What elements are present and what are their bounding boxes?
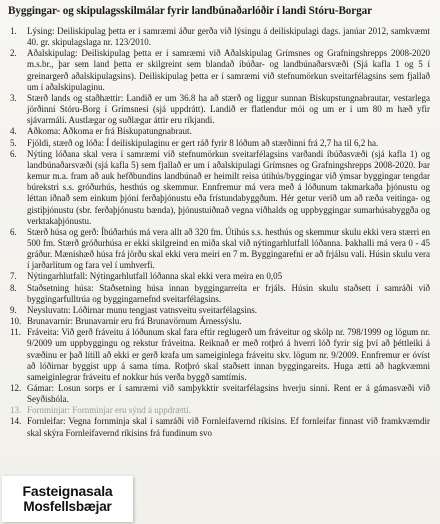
item-number: 6.: [10, 148, 17, 159]
item-text: Aðalskipulag: Deiliskipulag þetta er í samræmi við Aðalskipulag Grímsnes og Grafningshrepps 2008-2020 m.s.br., þar sem land þetta er skilgreint sem blandað íbúðar- og landbúnaðarsvæði (Sjá kafla 1 og 5 í greinargerð aðalskipulagsins). Deiliskipulag þetta er í samræmi við stefnumörkun sveitarfélagsins sem fjallað um í aðalskipulaginu.: [27, 48, 430, 92]
item-text: Stærð húsa og gerð: Íbúðarhús má vera allt að 320 fm. Útihús s.s. hesthús og skemmur skulu ekki vera stærri en 500 fm. Stærð gróðurhúsa er ekki skilgreind en miða skal við nýtingarhlutfall lóðanna. Þakhalli má vera 0 - 45 gráður. Mænishæð húsa frá jörðu skal ekki vera meiri en 7 m. Byggingarefni er að frjálsu vali. Húsin skulu vera í jarðarlitum og fara vel í umhverfi.: [27, 226, 430, 271]
item-number: 1.: [10, 26, 17, 36]
list-item: [10, 383, 430, 405]
logo-line-1: Fasteignasala: [22, 483, 113, 499]
item-text: Nýtingarhlutfall: Nýtingarhlutfall lóðanna skal ekki vera meira en 0,05: [27, 271, 283, 282]
item-text: Nýting lóðana skal vera í samræmi við stefnumörkun sveitarfélagsins varðandi íbúðasvæði (sjá kafla 1) og landbúnaðarsvæði (sjá kafla 5) sem fjallað er um í aðalskipulagi Grímsnes og Grafningshrepps 2008-2020. Þar kemur m.a. fram að auk hefðbundins landbúnað er heimilt reisa útihús/byggingar við ýmsar byggingar tengdar búrekstri s.s. gróðurhús, hesthús og skemmur. Ennfremur má vera með á lóðunum takmarkaða þjónustu og léttan iðnað sem einkum þjóni ferðaþjónustu eða frístundabyggðum. Hér getur verið um að ræða veitinga- og gistiþjónustu (sbr. ferðaþjónustu bænda), þjónustuiðnað vegna viðhalds og uppbyggingar sumarhúsabyggða og verktakaþjónustu.: [27, 148, 430, 226]
list-item: [10, 283, 430, 305]
terms-list: [10, 26, 430, 439]
item-text: Aðkoma: Aðkoma er frá Biskupatungnabraut.: [27, 126, 192, 137]
item-number: 5.: [10, 137, 17, 148]
item-text: Brunavarnir: Brunavarnir eru frá Brunavörnum Árnessýslu.: [27, 316, 242, 327]
item-text: Fornminjar: Fornminjar eru sýnd á uppdrætti.: [27, 405, 191, 416]
item-number: 14.: [10, 416, 22, 427]
agency-logo[interactable]: [2, 476, 133, 522]
list-item: [10, 138, 430, 149]
item-text: Lýsing: Deiliskipulag þetta er í samræmi áður gerða við lýsingu á deiliskipulagi dags. janúar 2012, samkvæmt 40. gr. skipulagslaga nr. 123/2010.: [27, 26, 430, 48]
item-number: 10.: [10, 316, 22, 327]
list-item: [10, 48, 430, 93]
list-item: [10, 271, 430, 282]
item-text: Neysluvatn: Lóðirnar munu tengjast vatnsveitu sveitarfélagsins.: [27, 304, 257, 315]
list-item: [10, 305, 430, 316]
list-item: [10, 227, 430, 272]
item-text: Fráveita: Við gerð fráveitu á lóðunum skal fara eftir reglugerð um fráveitur og skólp nr. 798/1999 og lögum nr. 9/2009 um uppbyggingu og rekstur fráveitna. Reiknað er með rotþró á hverri lóð fyrir sig því að þéttleiki á svæðinu er það lítill að ekki er gerð krafa um sameiginlega fráveitu skv. lögum nr. 9/2009. Ennfremur er óvíst að lóðirnar byggist upp á sama tíma. Rotþró skal staðsett innan byggingareits. Huga ætti að hagkvæmni sameiginlegrar fráveitu ef nokkur hús verða byggð samtímis.: [27, 327, 430, 382]
item-text: Staðsetning húsa: Staðsetning húsa innan byggingarreita er frjáls. Húsin skulu staðsett í samráði við byggingarfulltrúa og byggingarnefnd sveitarfélagsins.: [27, 282, 430, 304]
item-number: 7.: [10, 271, 17, 282]
list-item: [10, 327, 430, 383]
item-number: 9.: [10, 304, 17, 315]
list-item: [10, 316, 430, 327]
item-text: Stærð lands og staðhættir: Landið er um 36.8 ha að stærð og liggur sunnan Biskupstungnabrautar, vestarlega jörðinni Stóru-Borg í Grímsnesi (sjá uppdrátt). Landið er flatlendur mói og um er í um 80 m hæð yfir sjávarmáli. Austlægar og suðlægar áttir eru ríkjandi.: [27, 92, 430, 126]
list-item: [10, 149, 430, 227]
list-item: [10, 26, 430, 48]
item-number: 13.: [10, 405, 22, 416]
item-number: 3.: [10, 92, 17, 103]
list-item: [10, 126, 430, 137]
list-item: [10, 405, 430, 416]
item-number: 12.: [10, 383, 22, 393]
item-number: 6.: [10, 226, 17, 237]
item-number: 2.: [10, 48, 17, 59]
item-number: 8.: [10, 282, 17, 293]
page-title: Byggingar- og skipulagsskilmálar fyrir landbúnaðarlóðir í landi Stóru-Borgar: [8, 5, 373, 17]
list-item: [10, 93, 430, 126]
item-number: 11.: [10, 327, 21, 338]
item-text: Fjöldi, stærð og lóða: Í deiliskipulaginu er gert ráð fyrir 8 lóðum að stærðinni frá 2,7 ha til 6,2 ha.: [27, 137, 379, 148]
item-text: Fornleifar: Vegna fornminja skal í samráði við Fornleifavernd ríkisins. Ef fornleifar finnast við framkvæmdir skal skýra Fornleifavernd ríkisins frá fundinum svo: [27, 416, 430, 438]
logo-line-2: Mosfellsbæjar: [23, 499, 112, 514]
item-number: 4.: [10, 126, 17, 137]
list-item: [10, 416, 430, 438]
item-text: Gámar: Losun sorps er í samræmi við samþykktir sveitarfélagsins hverju sinni. Rent er á gámasvæði við Seyðishóla.: [27, 383, 430, 405]
